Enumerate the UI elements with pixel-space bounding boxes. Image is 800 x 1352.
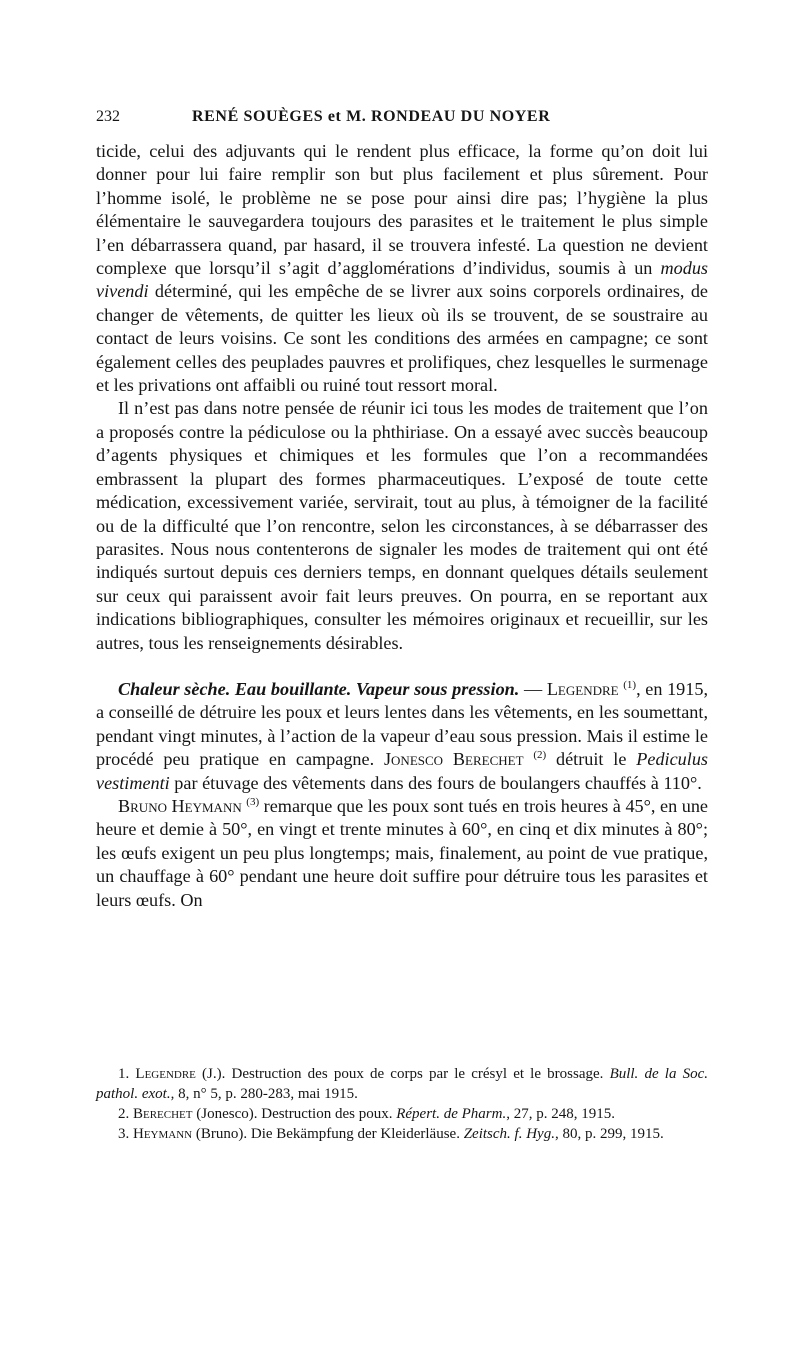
- footnote-ref-2: (2): [533, 749, 547, 762]
- paragraph-3: [96, 678, 708, 795]
- running-header: [96, 106, 708, 128]
- footnote-title: Die Bekämpfung der Kleiderläuse.: [250, 1126, 464, 1142]
- footnote-details: , 27, p. 248, 1915.: [506, 1106, 615, 1122]
- paragraph-4: [96, 795, 708, 912]
- paragraph-3-part-b: détruit le: [546, 749, 637, 770]
- footnote-journal: Zeitsch. f. Hyg.: [463, 1126, 555, 1142]
- footnote-author: Berechet: [133, 1106, 193, 1122]
- footnote-initial: (Bruno).: [192, 1126, 251, 1142]
- paragraph-1-part-b: déterminé, qui les empêche de se livrer aux soins corporels ordinaires, de changer de vêtements, de quitter les lieux où ils se trouvent, de se soustraire au contact de leurs voisins. Ce sont les conditions des armées en campagne; ce sont également celles des peuplades pauvres et prolifiques, chez lesquelles le surmenage et les privations ont affaibli ou ruiné tout ressort moral.: [96, 281, 708, 396]
- footnote-journal: Bull. de la Soc. pathol. exot.: [96, 1066, 709, 1102]
- footnote-number: 1.: [118, 1066, 130, 1082]
- paragraph-1: [96, 140, 708, 397]
- footnote-1: [96, 1064, 708, 1104]
- footnote-initial: (J.).: [195, 1066, 232, 1082]
- paragraph-1-part-a: ticide, celui des adjuvants qui le rendent plus efficace, la forme qu’on doit lui donner pour lui faire remplir son but plus facilement et plus sûrement. Pour l’homme isolé, le problème ne se pose pour ainsi dire pas; l’hygiène la plus élémentaire le sauvegardera toujours des parasites et le traitement le plus simple l’en débarrassera quand, par hasard, il se trouvera infesté. La question ne devient complexe que lorsqu’il s’agit d’agglomérations d’individus, soumis à un: [96, 141, 708, 279]
- paragraph-2: Il n’est pas dans notre pensée de réunir ici tous les modes de traitement que l’on a proposés contre la pédiculose ou la phthiriase. On a essayé avec succès beaucoup d’agents physiques et chimiques et les formules que l’on a recommandées embrassent la plupart des formes pharmaceutiques. L’exposé de toute cette médication, excessivement variée, servirait, tout au plus, à témoigner de la facilité ou de la difficulté que l’on rencontre, selon les circonstances, à se débarrasser des parasites. Nous nous contenterons de signaler les modes de traitement qui ont été indiqués surtout depuis ces derniers temps, en donnant quelques détails seulement sur ceux qui paraissent avoir fait leurs preuves. On pourra, en se reportant aux indications bibliographiques, consulter les mémoires originaux et recueillir, sur les autres, tous les renseignements désirables.: [96, 398, 708, 653]
- footnote-number: 2.: [118, 1106, 130, 1122]
- footnote-ref-1: (1): [623, 678, 637, 691]
- paragraph-3-part-a: , en 1915, a conseillé de détruire les poux et leurs lentes dans les vêtements, en les soumettant, pendant vingt minutes, à l’action de la vapeur d’eau sous pression. Mais il estime le procédé peu pratique en campagne.: [96, 678, 709, 770]
- footnote-title: Destruction des poux.: [261, 1106, 397, 1122]
- footnote-initial: (Jonesco).: [192, 1106, 262, 1122]
- footnote-author: Legendre: [135, 1066, 196, 1082]
- running-title: RENÉ SOUÈGES et M. RONDEAU DU NOYER: [192, 108, 551, 125]
- author-jonesco-berechet: Jonesco Berechet: [383, 749, 524, 770]
- footnote-title: Destruction des poux de corps par le crésyl et le brossage.: [231, 1066, 610, 1082]
- footnote-3: [96, 1124, 708, 1144]
- paragraph-1-italic: modus vivendi: [96, 258, 708, 302]
- footnote-details: , 80, p. 299, 1915.: [554, 1126, 664, 1142]
- body-text: [96, 140, 708, 912]
- footnote-ref-3: (3): [246, 795, 260, 808]
- author-legendre: Legendre: [546, 678, 619, 699]
- footnote-author: Heymann: [133, 1126, 193, 1142]
- footnotes: [96, 1064, 708, 1144]
- section-dash: —: [519, 678, 547, 699]
- footnote-2: [96, 1104, 708, 1124]
- section-title: Chaleur sèche. Eau bouillante. Vapeur sous pression.: [118, 678, 520, 699]
- page-number: 232: [96, 108, 120, 125]
- footnote-number: 3.: [118, 1126, 130, 1142]
- footnote-journal: Répert. de Pharm.: [396, 1106, 507, 1122]
- paragraph-4-text: remarque que les poux sont tués en trois heures à 45°, en une heure et demie à 50°, en vingt et trente minutes à 60°, en cinq et dix minutes à 80°; les œufs exigent un peu plus longtemps; mais, finalement, au point de vue pratique, un chauffage à 60° pendant une heure doit suffire pour détruire tous les parasites et leurs œufs. On: [96, 795, 709, 910]
- footnote-details: , 8, n° 5, p. 280-283, mai 1915.: [170, 1086, 358, 1102]
- paragraph-3-italic: Pediculus vestimenti: [96, 749, 708, 793]
- author-bruno-heymann: Bruno Heymann: [118, 795, 242, 816]
- paragraph-3-part-c: par étuvage des vêtements dans des fours de boulangers chauffés à 110°.: [169, 772, 702, 793]
